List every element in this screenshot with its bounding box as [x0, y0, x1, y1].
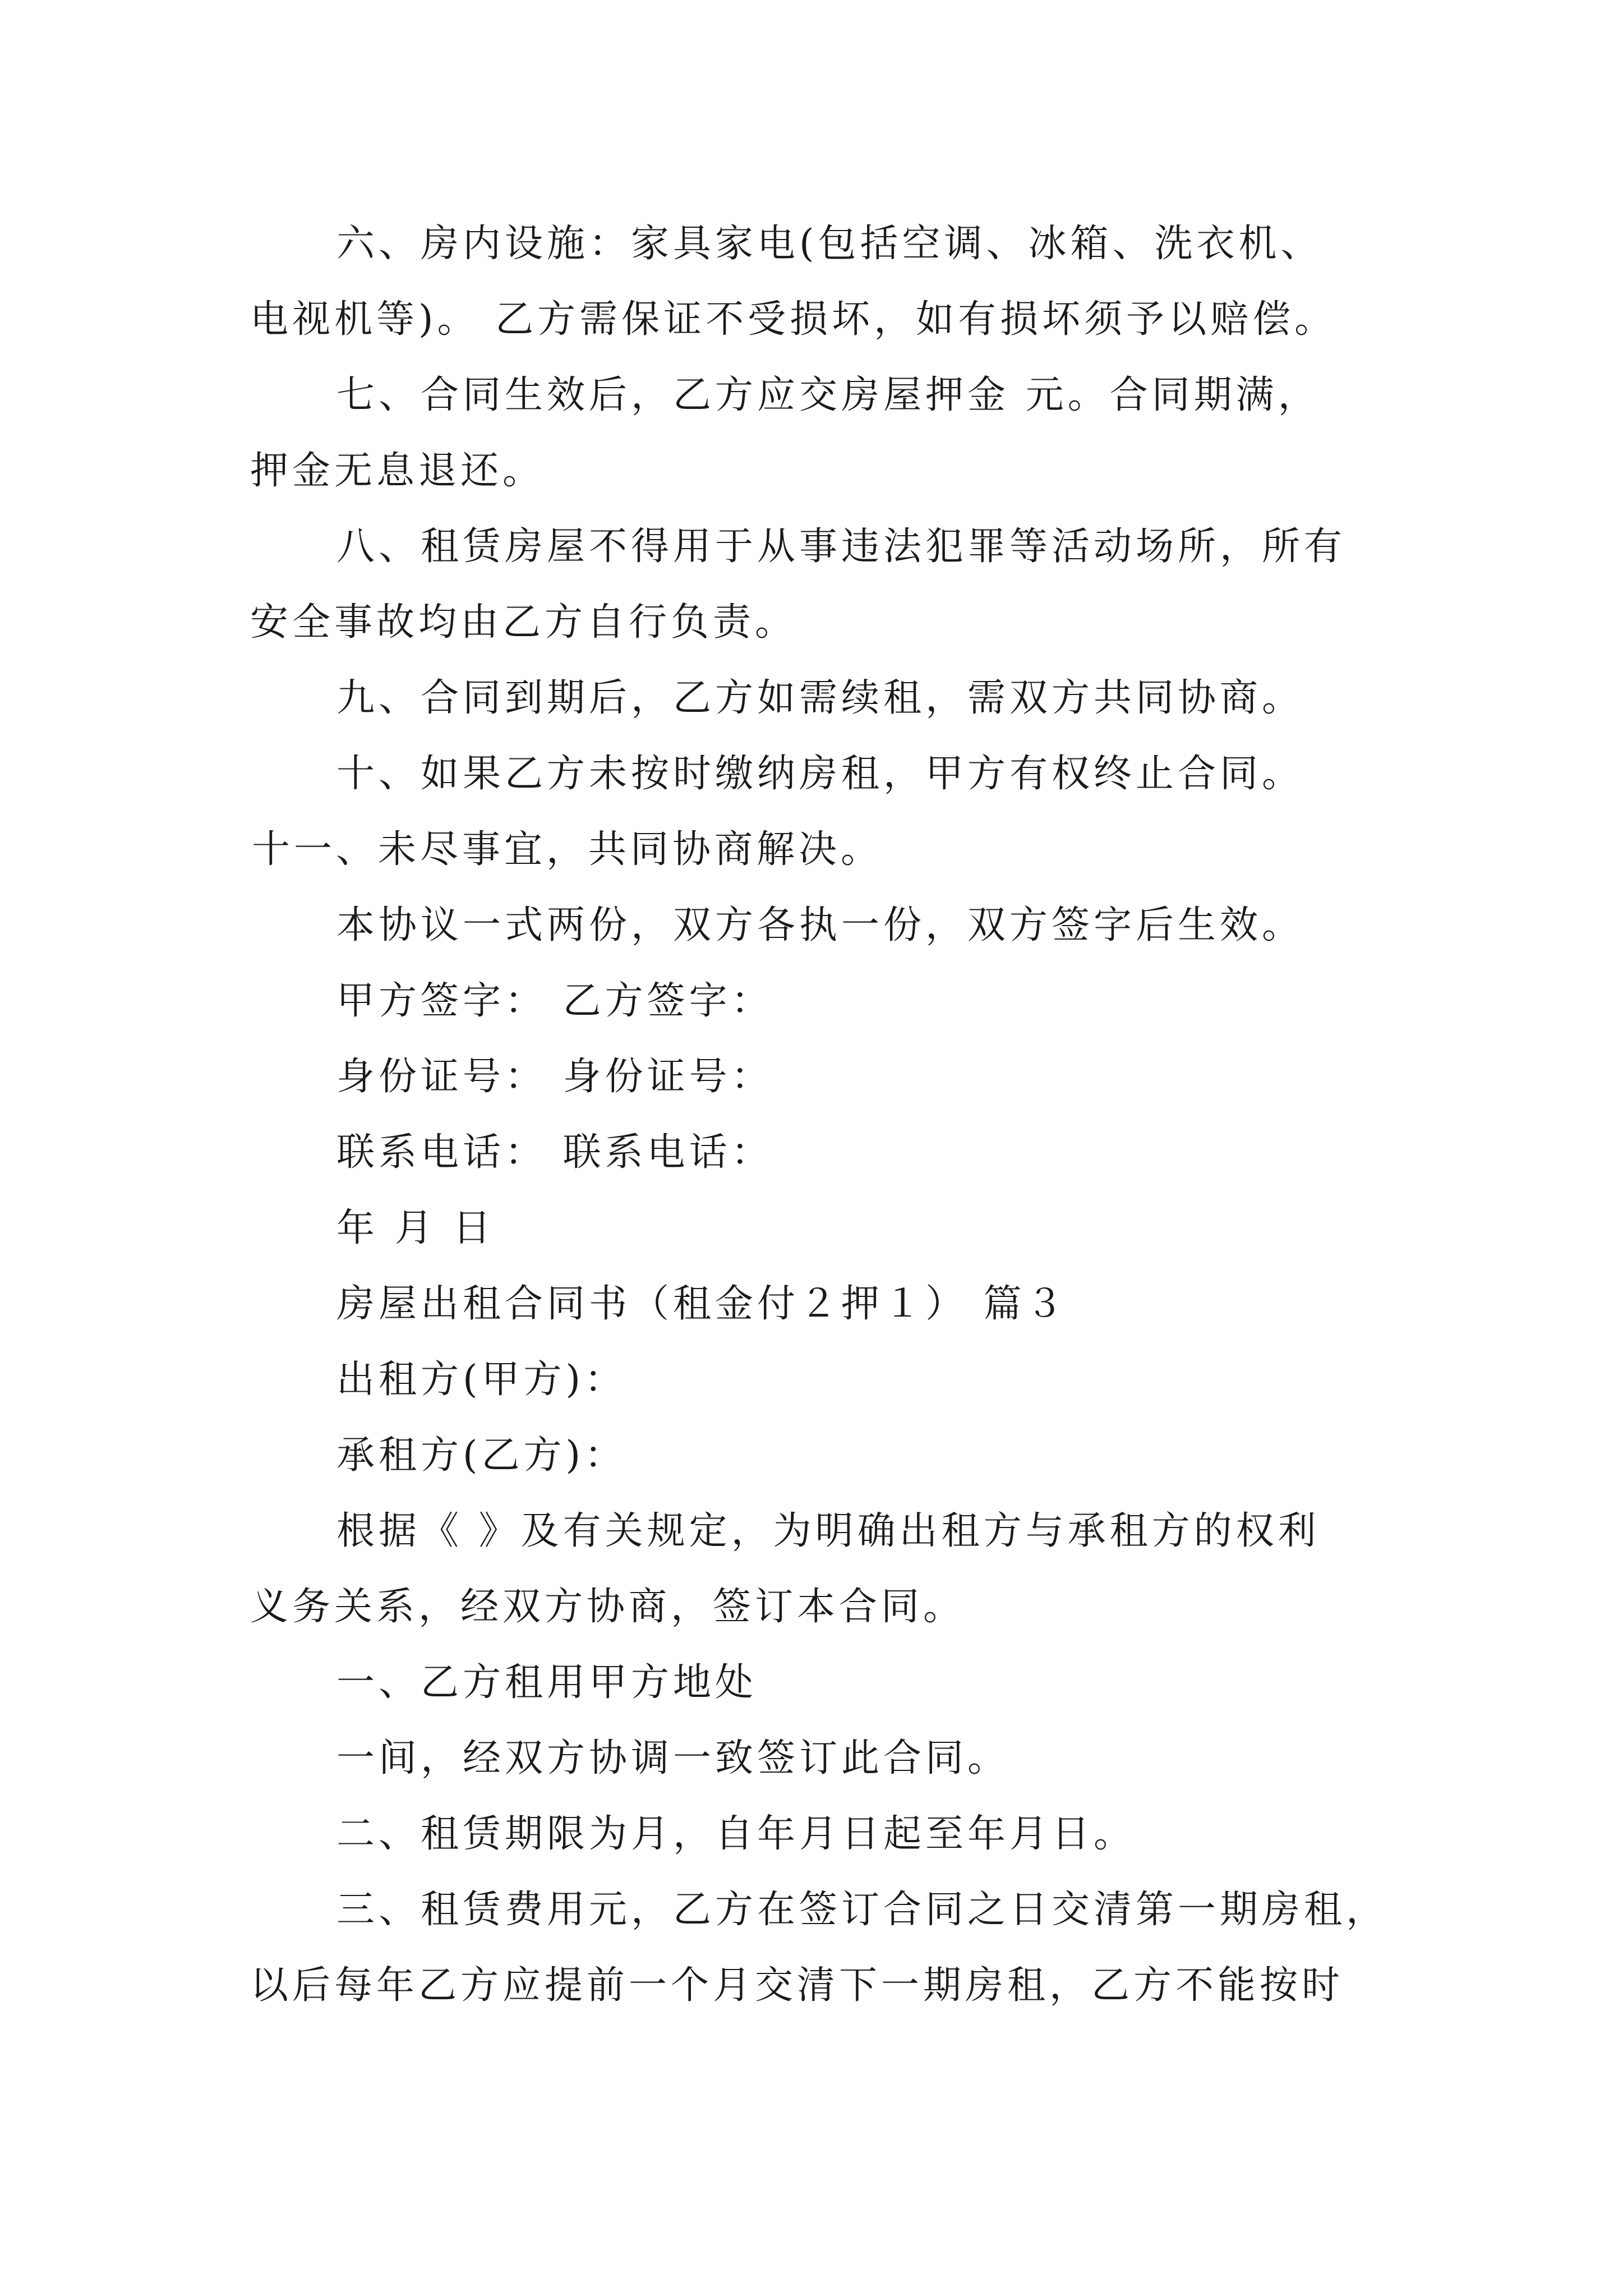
clause-2: 二、租赁期限为月，自年月日起至年月日。 — [336, 1812, 1136, 1856]
section-title: 房屋出租合同书（租金付２押１） 篇３ — [336, 1282, 1068, 1326]
clause-8-line-2: 安全事故均由乙方自行负责。 — [250, 600, 797, 645]
clause-6-line-2: 电视机等)。 乙方需保证不受损坏，如有损坏须予以赔偿。 — [250, 297, 1337, 342]
lessor-line: 出租方(甲方)： — [336, 1358, 627, 1402]
id-number-line: 身份证号： 身份证号： — [336, 1055, 773, 1099]
signature-line: 甲方签字： 乙方签字： — [336, 979, 773, 1023]
preamble-line-2: 义务关系，经双方协商，签订本合同。 — [250, 1585, 966, 1629]
clause-7-line-1: 七、合同生效后，乙方应交房屋押金 元。合同期满， — [336, 373, 1320, 417]
phone-line: 联系电话： 联系电话： — [336, 1130, 773, 1175]
lessee-line: 承租方(乙方)： — [336, 1433, 627, 1478]
clause-8-line-1: 八、租赁房屋不得用于从事违法犯罪等活动场所，所有 — [336, 524, 1347, 569]
clause-7-line-2: 押金无息退还。 — [250, 449, 545, 493]
agreement-copies: 本协议一式两份，双方各执一份，双方签字后生效。 — [336, 903, 1304, 947]
clause-1-line-1: 一、乙方租用甲方地处 — [336, 1660, 758, 1705]
date-line: 年 月 日 — [336, 1206, 495, 1250]
clause-1-line-2: 一间，经双方协调一致签订此合同。 — [336, 1736, 1010, 1780]
clause-6-line-1: 六、房内设施：家具家电(包括空调、冰箱、洗衣机、 — [336, 222, 1323, 266]
preamble-line-1: 根据《 》及有关规定，为明确出租方与承租方的权利 — [336, 1509, 1320, 1553]
clause-9: 九、合同到期后，乙方如需续租，需双方共同协商。 — [336, 676, 1304, 720]
clause-3-line-2: 以后每年乙方应提前一个月交清下一期房租，乙方不能按时 — [250, 1963, 1344, 2008]
clause-3-line-1: 三、租赁费用元，乙方在签订合同之日交清第一期房租， — [336, 1888, 1389, 1932]
clause-11: 十一、未尽事宜，共同协商解决。 — [252, 827, 883, 872]
clause-10: 十、如果乙方未按时缴纳房租，甲方有权终止合同。 — [336, 752, 1304, 796]
